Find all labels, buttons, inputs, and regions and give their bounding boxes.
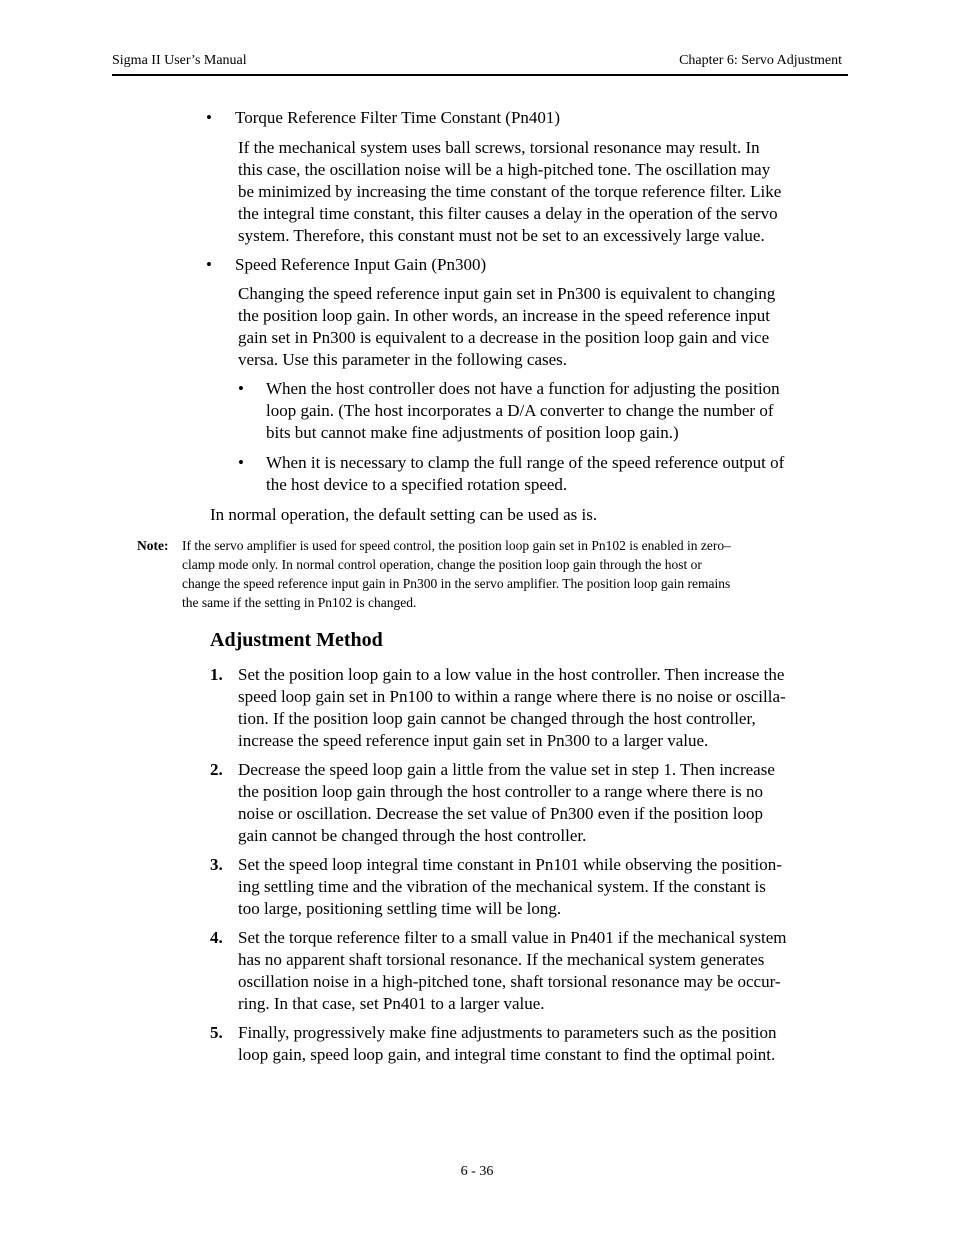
step-line: ring. In that case, set Pn401 to a larger value. <box>238 994 545 1013</box>
sub-bullet-line: When it is necessary to clamp the full range of the speed reference output of <box>266 453 785 472</box>
bullet-marker: • <box>238 453 244 472</box>
normal-operation-text: In normal operation, the default setting can be used as is. <box>210 505 598 524</box>
bullet-marker: • <box>238 379 244 398</box>
bullet-title: Speed Reference Input Gain (Pn300) <box>235 255 487 274</box>
step-number: 4. <box>210 928 223 947</box>
step-line: oscillation noise in a high-pitched tone, shaft torsional resonance may be occur- <box>238 972 781 991</box>
step-line: noise or oscillation. Decrease the set value of Pn300 even if the position loop <box>238 804 763 823</box>
note-line: clamp mode only. In normal control operation, change the position loop gain through the host or <box>182 557 702 572</box>
paragraph-line: system. Therefore, this constant must not be set to an excessively large value. <box>238 226 765 245</box>
manual-title: Sigma II User’s Manual <box>112 53 247 68</box>
step-number: 2. <box>210 760 223 779</box>
step-number: 5. <box>210 1023 223 1042</box>
step-line: speed loop gain set in Pn100 to within a range where there is no noise or oscilla- <box>238 687 786 706</box>
step-line: Set the position loop gain to a low value in the host controller. Then increase the <box>238 665 785 684</box>
step-line: loop gain, speed loop gain, and integral time constant to find the optimal point. <box>238 1045 776 1064</box>
paragraph-line: Changing the speed reference input gain set in Pn300 is equivalent to changing <box>238 284 776 303</box>
step-line: Set the torque reference filter to a small value in Pn401 if the mechanical system <box>238 928 787 947</box>
note-label: Note: <box>137 538 169 553</box>
paragraph-torque-filter <box>238 137 848 247</box>
note-line: change the speed reference input gain in Pn300 in the servo amplifier. The position loop gain remains <box>182 576 731 591</box>
step-line: has no apparent shaft torsional resonance. If the mechanical system generates <box>238 950 765 969</box>
page-header <box>112 52 848 76</box>
paragraph-line: the integral time constant, this filter causes a delay in the operation of the servo <box>238 204 778 223</box>
section-heading: Adjustment Method <box>210 629 383 651</box>
step-line: Finally, progressively make fine adjustments to parameters such as the position <box>238 1023 777 1042</box>
step-line: Set the speed loop integral time constant in Pn101 while observing the position- <box>238 855 782 874</box>
sub-bullet-line: the host device to a specified rotation speed. <box>266 475 568 494</box>
step-number: 1. <box>210 665 223 684</box>
paragraph-line: If the mechanical system uses ball screws, torsional resonance may result. In <box>238 138 760 157</box>
bullet-marker: • <box>206 255 212 274</box>
step-number: 3. <box>210 855 223 874</box>
sub-bullet-line: When the host controller does not have a function for adjusting the position <box>266 379 780 398</box>
step-line: too large, positioning settling time will be long. <box>238 899 562 918</box>
step-line: Decrease the speed loop gain a little from the value set in step 1. Then increase <box>238 760 775 779</box>
paragraph-line: the position loop gain. In other words, an increase in the speed reference input <box>238 306 771 325</box>
note-line: the same if the setting in Pn102 is changed. <box>182 595 417 610</box>
chapter-title: Chapter 6: Servo Adjustment <box>679 53 842 68</box>
sub-bullet-line: bits but cannot make fine adjustments of position loop gain.) <box>266 423 679 442</box>
bullet-title: Torque Reference Filter Time Constant (Pn401) <box>235 108 561 127</box>
paragraph-speed-gain <box>238 283 848 371</box>
step-line: the position loop gain through the host controller to a range where there is no <box>238 782 763 801</box>
paragraph-line: be minimized by increasing the time constant of the torque reference filter. Like <box>238 182 782 201</box>
paragraph-line: this case, the oscillation noise will be a high-pitched tone. The oscillation may <box>238 160 771 179</box>
step-line: ing settling time and the vibration of the mechanical system. If the constant is <box>238 877 766 896</box>
page-number: 6 - 36 <box>460 1164 494 1179</box>
note-line: If the servo amplifier is used for speed control, the position loop gain set in Pn102 is enabled in zero– <box>182 538 731 553</box>
step-line: gain cannot be changed through the host controller. <box>238 826 587 845</box>
paragraph-line: versa. Use this parameter in the following cases. <box>238 350 568 369</box>
step-line: tion. If the position loop gain cannot be changed through the host controller, <box>238 709 756 728</box>
bullet-marker: • <box>206 108 212 127</box>
paragraph-line: gain set in Pn300 is equivalent to a decrease in the position loop gain and vice <box>238 328 770 347</box>
step-line: increase the speed reference input gain set in Pn300 to a larger value. <box>238 731 709 750</box>
sub-bullet-line: loop gain. (The host incorporates a D/A converter to change the number of <box>266 401 774 420</box>
